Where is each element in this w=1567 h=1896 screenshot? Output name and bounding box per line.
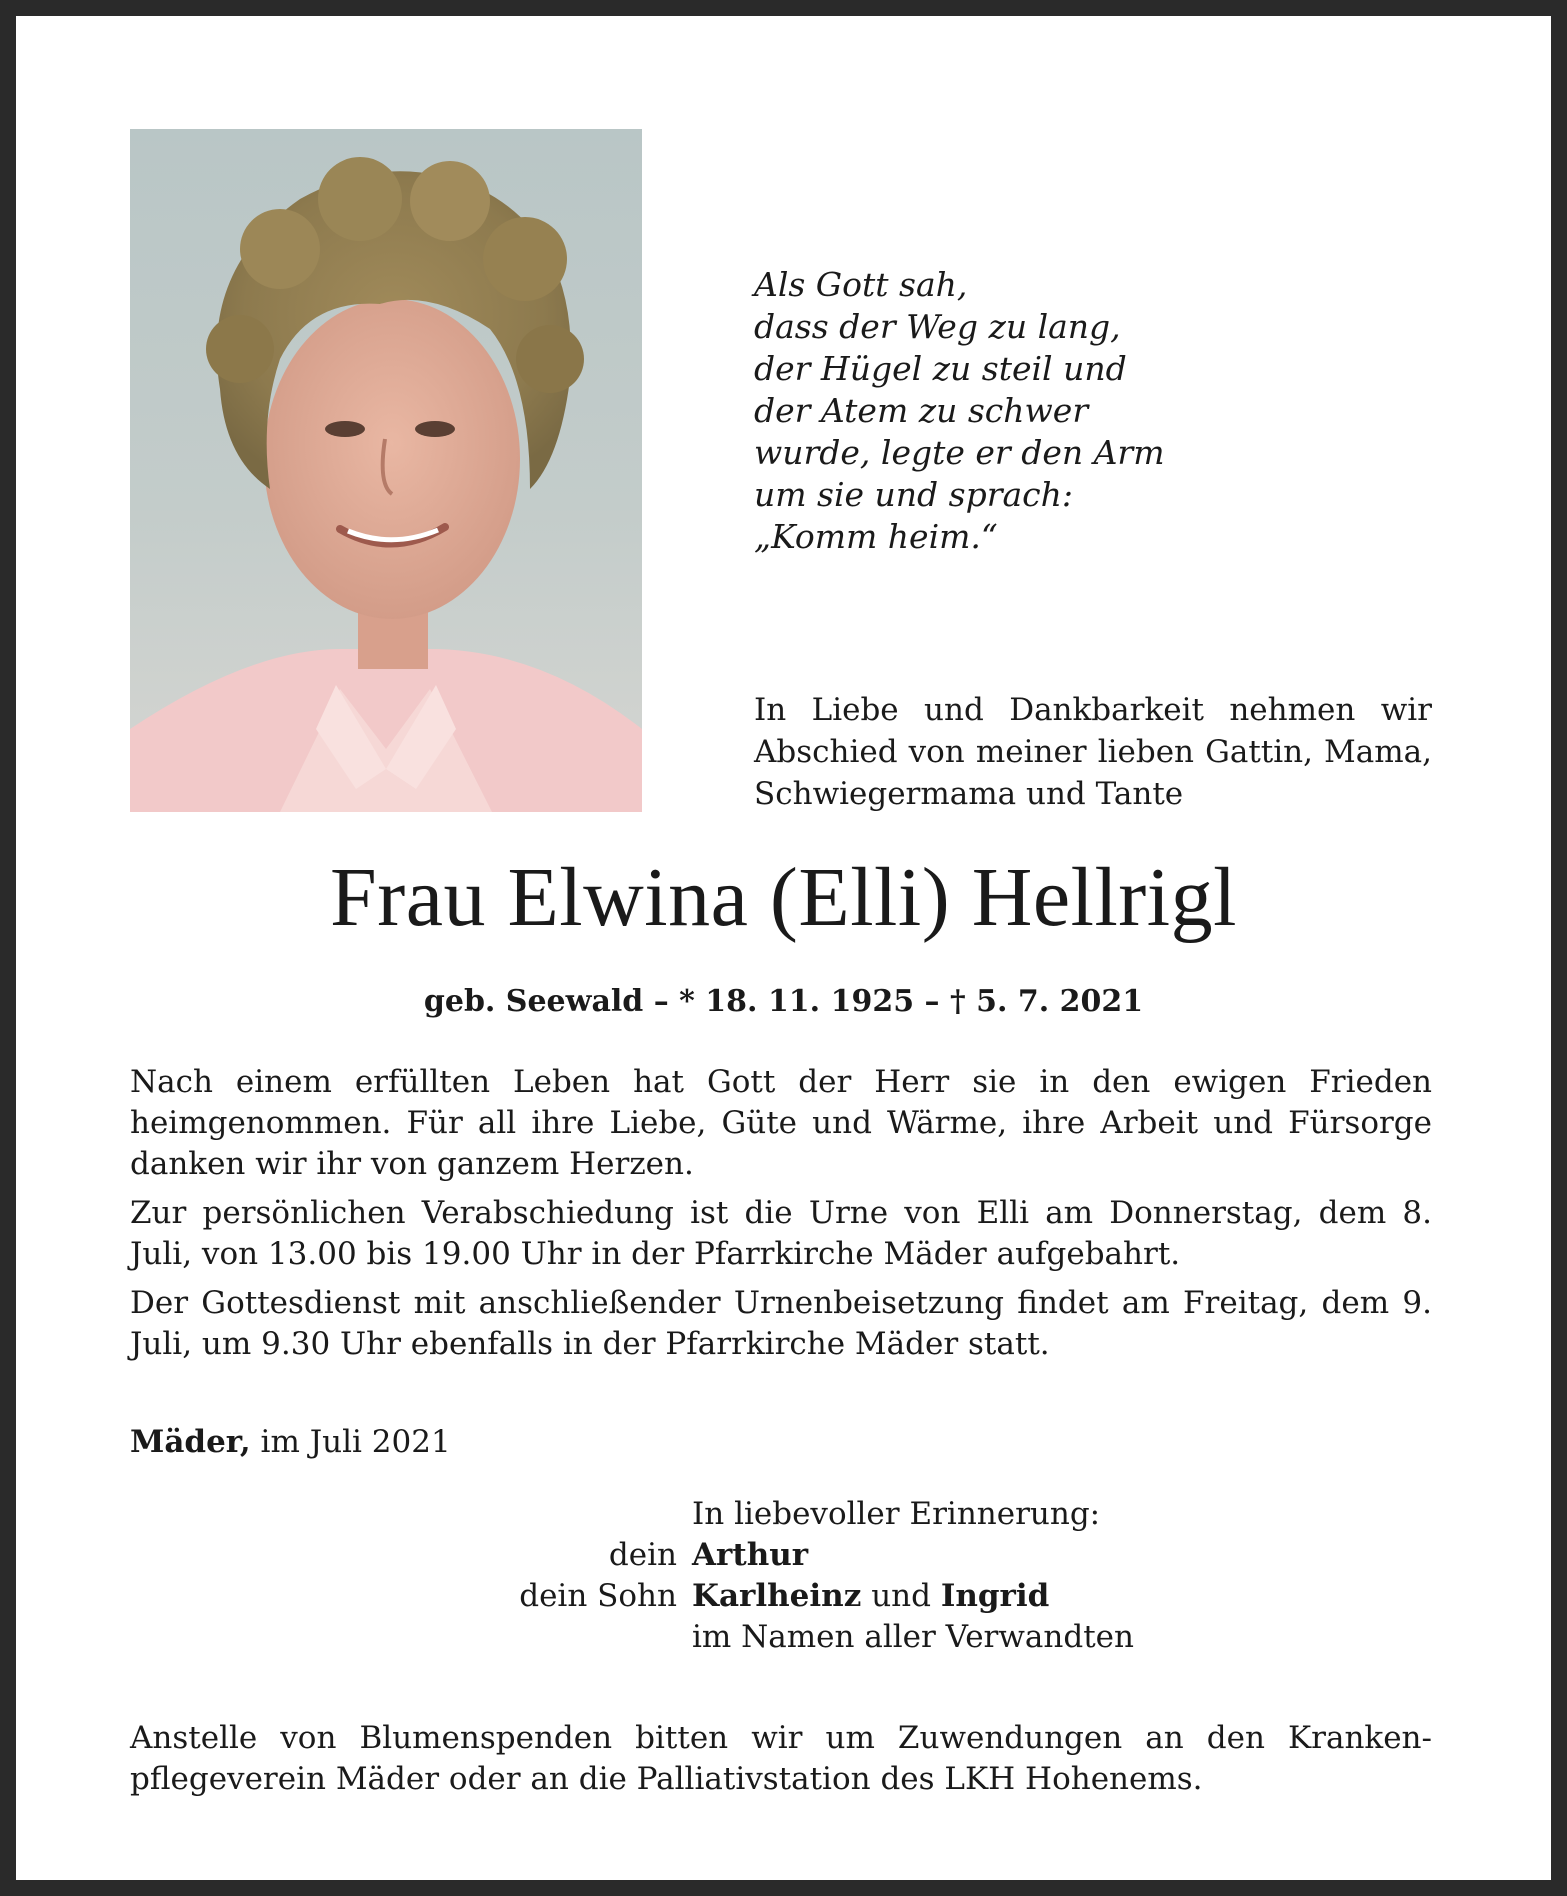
poem-line: wurde, legte er den Arm xyxy=(754,433,1165,472)
deceased-name: Frau Elwina (Elli) Hellrigl xyxy=(330,851,1237,944)
signature-heading: In liebevoller Erinnerung: xyxy=(692,1496,1101,1532)
signature-footer: im Namen aller Verwandten xyxy=(692,1619,1134,1655)
place-date-text: im Juli 2021 xyxy=(260,1424,451,1460)
body-paragraph: Zur persönlichen Verabschiedung ist die Urne von Elli am Donnerstag, dem 8. Juli, von 13.00 bis 19.00 Uhr in der Pfarrkirche Mäder aufgebahrt. xyxy=(130,1195,1432,1272)
poem-line: dass der Weg zu lang, xyxy=(754,307,1121,346)
intro-text: In Liebe und Dankbarkeit nehmen wir Abschied von meiner lieben Gattin, Mama, Schwiegermama und Tante xyxy=(754,692,1432,812)
poem-line: der Atem zu schwer xyxy=(754,391,1089,430)
announcement-body xyxy=(130,1062,1432,1373)
body-paragraph: Nach einem erfüllten Leben hat Gott der Herr sie in den ewigen Frieden heimgenommen. Für all ihre Liebe, Güte und Wärme, ihre Arbeit und Fürsorge danken wir ihr von ganzem Herzen. xyxy=(130,1064,1432,1182)
poem-line: „Komm heim.“ xyxy=(754,517,998,556)
relation-label: dein xyxy=(608,1537,677,1573)
poem-line: Als Gott sah, xyxy=(754,265,968,304)
closing-note: Anstelle von Blumenspenden bitten wir um Zuwendungen an den Krankenpflegeverein Mäder oder an die Palliativstation des LKH Hohenems. xyxy=(130,1720,1432,1797)
obituary-page xyxy=(16,16,1551,1880)
mourner-name: Arthur xyxy=(692,1537,809,1573)
place-city: Mäder, xyxy=(130,1424,251,1460)
mourner-name: Karlheinz xyxy=(692,1578,862,1614)
signature-block xyxy=(16,1494,1551,1658)
portrait-photo xyxy=(130,129,642,812)
place-date xyxy=(130,1422,451,1463)
conjunction: und xyxy=(871,1578,931,1614)
mourner-name: Ingrid xyxy=(940,1578,1050,1614)
relation-label: dein Sohn xyxy=(519,1578,677,1614)
poem-line: um sie und sprach: xyxy=(754,475,1074,514)
portrait-illustration xyxy=(130,129,642,812)
poem-line: der Hügel zu steil und xyxy=(754,349,1127,388)
poem xyxy=(754,264,1454,558)
birth-death-dates: geb. Seewald – * 18. 11. 1925 – † 5. 7. 2021 xyxy=(423,984,1144,1019)
body-paragraph: Der Gottesdienst mit anschließender Urnenbeisetzung findet am Freitag, dem 9. Juli, um 9.30 Uhr ebenfalls in der Pfarrkirche Mäder statt. xyxy=(130,1285,1432,1362)
